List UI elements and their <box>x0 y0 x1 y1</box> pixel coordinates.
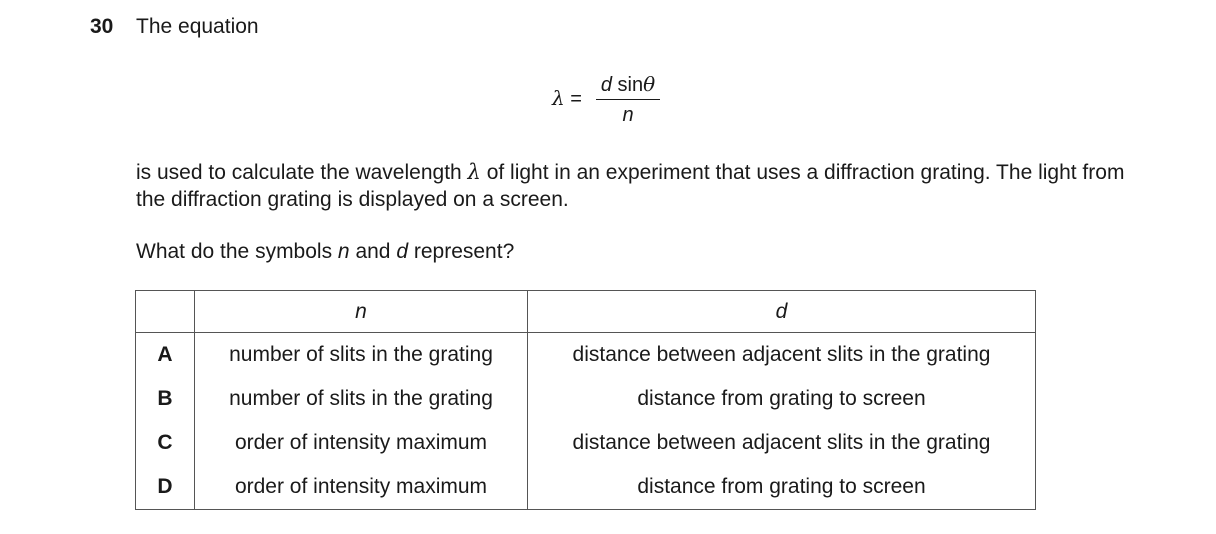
option-d-cell: distance from grating to screen <box>528 465 1036 510</box>
question-prompt <box>136 238 514 265</box>
header-n: n <box>195 291 528 333</box>
option-n-cell: order of intensity maximum <box>195 465 528 510</box>
lambda-symbol: λ <box>552 86 565 110</box>
prompt-part1: What do the symbols <box>136 240 338 263</box>
option-row-a[interactable] <box>136 333 1036 378</box>
table-header-row <box>136 291 1036 333</box>
option-key: B <box>136 377 195 421</box>
question-intro: The equation <box>136 15 259 38</box>
paragraph-lambda: λ <box>467 160 481 184</box>
equation-lhs <box>552 86 582 111</box>
equals-sign: = <box>570 88 582 110</box>
paragraph-part1: is used to calculate the wavelength <box>136 161 468 184</box>
option-key: A <box>136 333 195 378</box>
equation-numerator <box>596 72 660 100</box>
answer-options-table <box>135 290 1036 510</box>
numerator-d: d <box>600 74 612 96</box>
header-key <box>136 291 195 333</box>
paragraph-part2: of light in an experiment that uses a diffraction grating. The light from the diffraction grating is displayed on a screen. <box>136 161 1125 211</box>
option-key: C <box>136 421 195 465</box>
equation-fraction <box>596 72 660 130</box>
prompt-part3: represent? <box>408 240 515 263</box>
option-row-c[interactable] <box>136 421 1036 465</box>
header-d: d <box>528 291 1036 333</box>
equation-denominator: n <box>622 104 634 126</box>
option-n-cell: number of slits in the grating <box>195 377 528 421</box>
option-d-cell: distance between adjacent slits in the grating <box>528 421 1036 465</box>
option-key: D <box>136 465 195 510</box>
option-row-d[interactable] <box>136 465 1036 510</box>
option-n-cell: number of slits in the grating <box>195 333 528 378</box>
option-d-cell: distance from grating to screen <box>528 377 1036 421</box>
prompt-n: n <box>337 240 350 263</box>
numerator-theta: θ <box>643 72 656 96</box>
prompt-d: d <box>396 240 409 263</box>
question-number: 30 <box>90 15 114 38</box>
question-paragraph <box>136 159 1136 213</box>
option-n-cell: order of intensity maximum <box>195 421 528 465</box>
prompt-part2: and <box>349 240 397 263</box>
option-row-b[interactable] <box>136 377 1036 421</box>
option-d-cell: distance between adjacent slits in the grating <box>528 333 1036 378</box>
numerator-sin: sin <box>617 74 644 96</box>
